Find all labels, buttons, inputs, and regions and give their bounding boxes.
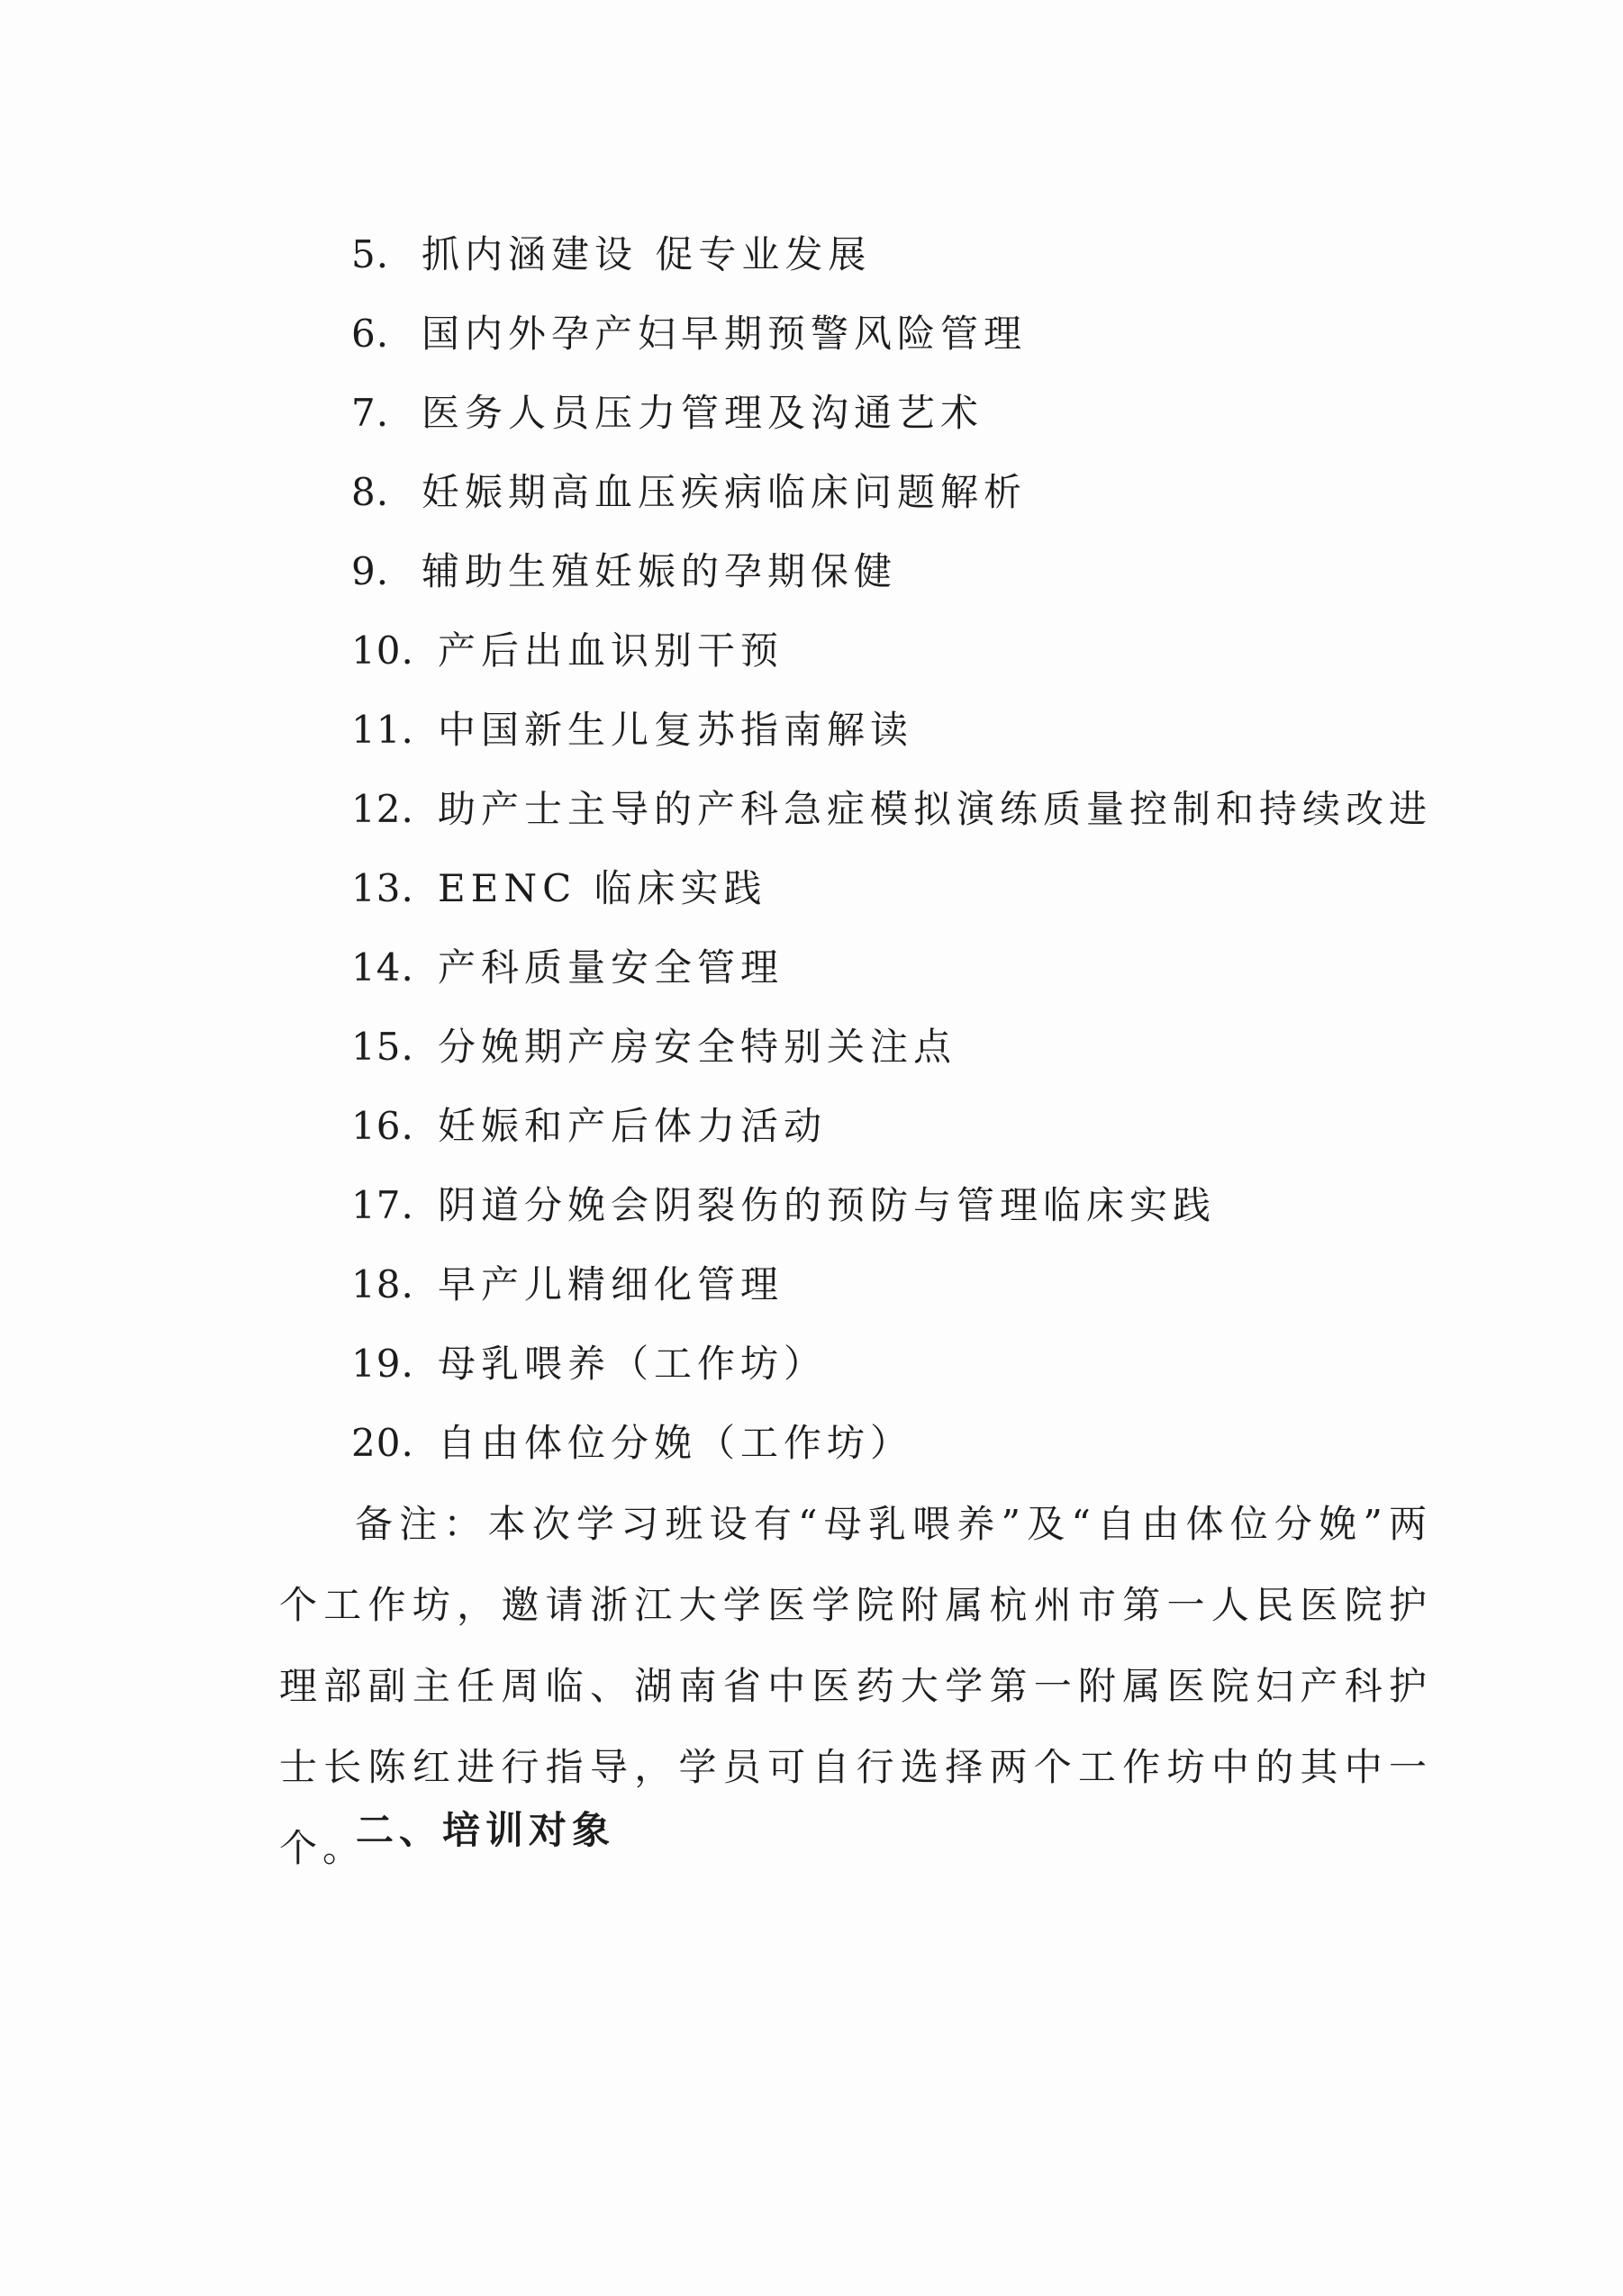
list-item-text: 妊娠期高血压疾病临床问题解析: [422, 470, 1028, 514]
list-item-number: 7.: [351, 391, 390, 435]
list-item-number: 15.: [351, 1025, 414, 1069]
list-item-number: 20.: [351, 1421, 414, 1465]
list-item-number: 18.: [351, 1262, 414, 1306]
list-item-text: EENC 临床实践: [438, 866, 767, 910]
list-item: [351, 859, 1432, 938]
list-item: [351, 780, 1432, 859]
course-list: [351, 225, 1432, 1493]
list-item: [351, 463, 1432, 542]
list-item: [351, 542, 1432, 621]
list-item-number: 19.: [351, 1342, 414, 1386]
list-item: [351, 938, 1432, 1017]
list-item-text: 自由体位分娩（工作坊）: [438, 1421, 914, 1465]
list-item-text: 妊娠和产后体力活动: [438, 1104, 828, 1148]
list-item-text: 国内外孕产妇早期预警风险管理: [422, 312, 1028, 356]
list-item: [351, 1017, 1432, 1097]
list-item-number: 14.: [351, 945, 414, 990]
list-item-text: 产科质量安全管理: [438, 945, 784, 990]
list-item-text: 医务人员压力管理及沟通艺术: [422, 391, 984, 435]
list-item-number: 17.: [351, 1183, 414, 1227]
list-item-number: 9.: [351, 549, 390, 593]
list-item-text: 母乳喂养（工作坊）: [438, 1342, 828, 1386]
list-item: [351, 225, 1432, 304]
list-item-number: 13.: [351, 866, 414, 910]
list-item: [351, 304, 1432, 384]
list-item-text: 阴道分娩会阴裂伤的预防与管理临床实践: [438, 1183, 1217, 1227]
list-item-text: 抓内涵建设 促专业发展: [422, 232, 872, 276]
list-item-number: 8.: [351, 470, 390, 514]
list-item-number: 5.: [351, 232, 390, 276]
list-item: [351, 1176, 1432, 1255]
note-paragraph: 备注：本次学习班设有“母乳喂养”及“自由体位分娩”两个工作坊，邀请浙江大学医学院附属杭州市第一人民医院护理部副主任周临、湖南省中医药大学第一附属医院妇产科护士长陈红进行指导，学员可自行选择两个工作坊中的其中一个。: [279, 1502, 1432, 1870]
list-item: [351, 384, 1432, 463]
list-item-text: 助产士主导的产科急症模拟演练质量控制和持续改进: [438, 787, 1433, 831]
list-item-text: 早产儿精细化管理: [438, 1262, 784, 1306]
section-heading: 二、培训对象: [356, 1808, 616, 1852]
list-item-text: 分娩期产房安全特别关注点: [438, 1025, 957, 1069]
list-item-number: 6.: [351, 312, 390, 356]
list-item-number: 11.: [351, 708, 414, 752]
list-item: [351, 621, 1432, 701]
list-item: [351, 701, 1432, 780]
list-item: [351, 1255, 1432, 1334]
list-item-text: 产后出血识别干预: [438, 628, 784, 673]
list-item-number: 16.: [351, 1104, 414, 1148]
list-item: [351, 1414, 1432, 1493]
list-item-text: 辅助生殖妊娠的孕期保健: [422, 549, 898, 593]
list-item-number: 12.: [351, 787, 414, 831]
list-item-text: 中国新生儿复苏指南解读: [438, 708, 914, 752]
list-item: [351, 1097, 1432, 1176]
list-item-number: 10.: [351, 628, 414, 673]
list-item: [351, 1334, 1432, 1414]
